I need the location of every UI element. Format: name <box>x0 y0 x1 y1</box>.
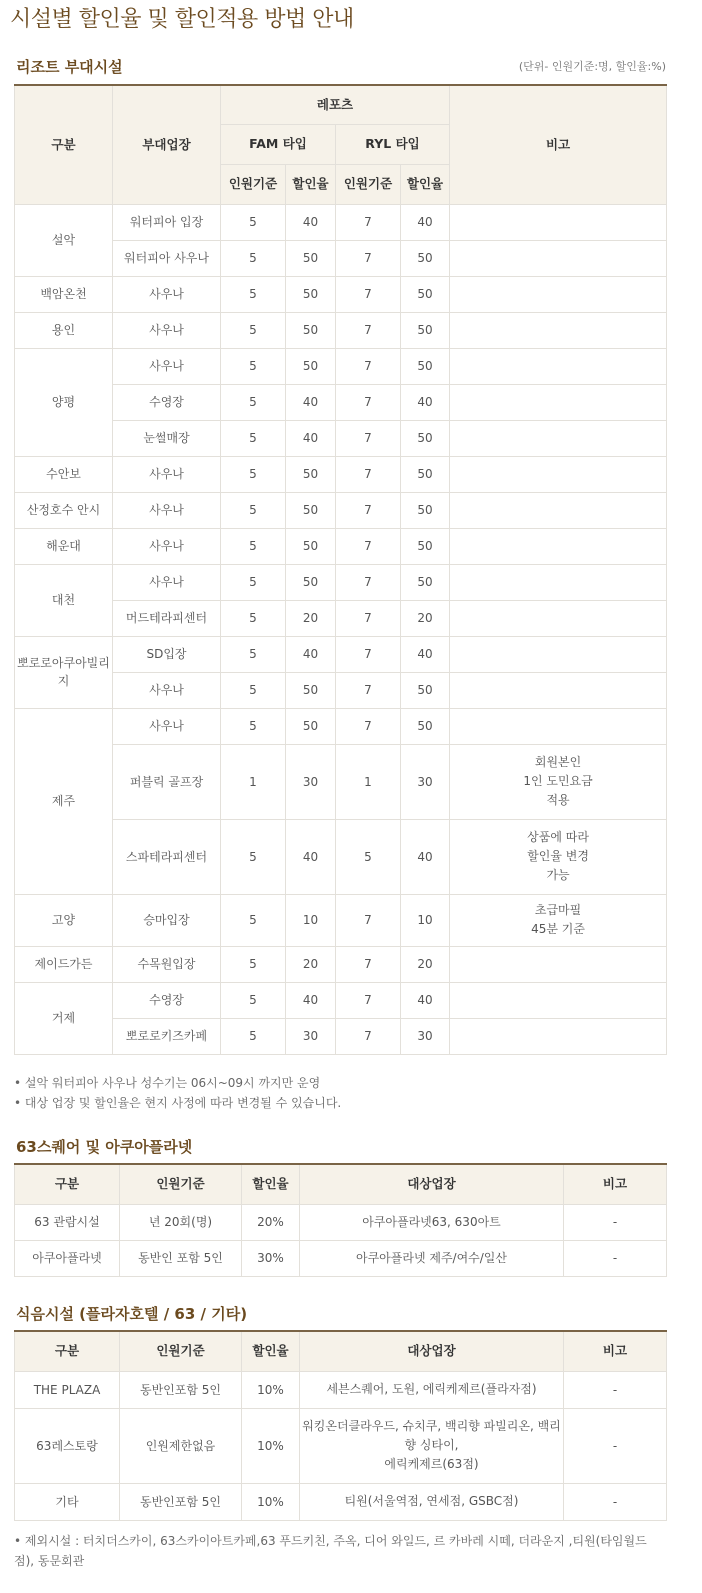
region-cell: 양평 <box>15 348 113 456</box>
fam-people-cell: 1 <box>221 744 286 819</box>
header-ryl-type: RYL 타입 <box>336 124 450 164</box>
note-item: • 대상 업장 및 할인율은 현지 사정에 따라 변경될 수 있습니다. <box>14 1096 342 1110</box>
region-cell: 수안보 <box>15 456 113 492</box>
rate-cell: 10% <box>242 1371 300 1408</box>
facility-cell: 사우나 <box>113 492 221 528</box>
note-item: • 설악 워터피아 사우나 성수기는 06시~09시 까지만 운영 <box>14 1076 321 1090</box>
header-fam-rate: 할인율 <box>286 164 336 204</box>
rate-cell: 10% <box>242 1408 300 1483</box>
ryl-people-cell: 7 <box>336 492 401 528</box>
table-row <box>15 894 667 946</box>
table-row <box>15 1204 667 1240</box>
facility-cell: 퍼블릭 골프장 <box>113 744 221 819</box>
region-cell: 뽀로로아쿠아빌리지 <box>15 636 113 708</box>
fam-rate-cell: 30 <box>286 1018 336 1054</box>
ryl-rate-cell: 40 <box>401 384 450 420</box>
header-fam-people: 인원기준 <box>221 164 286 204</box>
region-cell: 해운대 <box>15 528 113 564</box>
fam-people-cell: 5 <box>221 348 286 384</box>
ryl-rate-cell: 50 <box>401 312 450 348</box>
table-row <box>15 708 667 744</box>
fam-rate-cell: 50 <box>286 456 336 492</box>
ryl-people-cell: 7 <box>336 636 401 672</box>
ryl-people-cell: 7 <box>336 384 401 420</box>
facility-cell: 사우나 <box>113 672 221 708</box>
remark-cell <box>450 348 667 384</box>
header-reports: 레포츠 <box>221 85 450 124</box>
fam-people-cell: 5 <box>221 819 286 894</box>
facility-cell: 사우나 <box>113 564 221 600</box>
facility-cell: 워터피아 입장 <box>113 204 221 240</box>
remark-cell: - <box>564 1408 667 1483</box>
fam-people-cell: 5 <box>221 894 286 946</box>
fam-people-cell: 5 <box>221 946 286 982</box>
fam-people-cell: 5 <box>221 312 286 348</box>
ryl-people-cell: 7 <box>336 946 401 982</box>
ryl-people-cell: 7 <box>336 276 401 312</box>
ryl-rate-cell: 50 <box>401 564 450 600</box>
table-row <box>15 528 667 564</box>
fam-rate-cell: 40 <box>286 982 336 1018</box>
fam-rate-cell: 50 <box>286 492 336 528</box>
venue-cell: 워킹온더클라우드, 슈치쿠, 백리향 파빌리온, 백리향 싱타이, 에릭케제르(63점) <box>300 1408 564 1483</box>
ryl-rate-cell: 50 <box>401 420 450 456</box>
remark-cell <box>450 982 667 1018</box>
rate-cell: 10% <box>242 1483 300 1520</box>
fam-rate-cell: 50 <box>286 564 336 600</box>
fam-people-cell: 5 <box>221 456 286 492</box>
remark-cell: - <box>564 1204 667 1240</box>
region-cell: 제이드가든 <box>15 946 113 982</box>
dining-exclusion-note: • 제외시설 : 터치더스카이, 63스카이아트카페,63 푸드키친, 주옥, 디어 와일드, 르 카바레 시떼, 더라운지 ,티원(타임월드점), 동문회관 <box>14 1534 647 1568</box>
fam-rate-cell: 50 <box>286 708 336 744</box>
ryl-rate-cell: 50 <box>401 240 450 276</box>
fam-people-cell: 5 <box>221 240 286 276</box>
resort-section-title: 리조트 부대시설 <box>16 58 123 76</box>
dining-header-rate: 할인율 <box>242 1331 300 1371</box>
header-facility: 부대업장 <box>113 85 221 204</box>
people-cell: 동반인포함 5인 <box>120 1371 242 1408</box>
resort-facility-table <box>14 84 667 1055</box>
dining-header-people: 인원기준 <box>120 1331 242 1371</box>
fam-people-cell: 5 <box>221 204 286 240</box>
remark-cell: 상품에 따라 할인율 변경 가능 <box>450 819 667 894</box>
facility-cell: 사우나 <box>113 456 221 492</box>
fam-rate-cell: 40 <box>286 204 336 240</box>
header-remark: 비고 <box>450 85 667 204</box>
ryl-people-cell: 7 <box>336 564 401 600</box>
ryl-rate-cell: 10 <box>401 894 450 946</box>
table-row <box>15 204 667 240</box>
remark-cell <box>450 456 667 492</box>
remark-cell: - <box>564 1483 667 1520</box>
region-cell: 용인 <box>15 312 113 348</box>
region-cell: 대천 <box>15 564 113 636</box>
dining-header-category: 구분 <box>15 1331 120 1371</box>
fam-rate-cell: 40 <box>286 819 336 894</box>
dining-section-title: 식음시설 (플라자호텔 / 63 / 기타) <box>16 1305 248 1323</box>
ryl-rate-cell: 50 <box>401 276 450 312</box>
sq63-header-rate: 할인율 <box>242 1164 300 1204</box>
table-row <box>15 564 667 600</box>
table-row <box>15 1483 667 1520</box>
region-cell: 백암온천 <box>15 276 113 312</box>
sq63-header-venue: 대상업장 <box>300 1164 564 1204</box>
facility-cell: 사우나 <box>113 348 221 384</box>
category-cell: 63 관람시설 <box>15 1204 120 1240</box>
table-row <box>15 982 667 1018</box>
ryl-rate-cell: 40 <box>401 636 450 672</box>
ryl-people-cell: 7 <box>336 982 401 1018</box>
remark-cell <box>450 492 667 528</box>
table-row <box>15 636 667 672</box>
header-ryl-rate: 할인율 <box>401 164 450 204</box>
fam-rate-cell: 20 <box>286 600 336 636</box>
rate-cell: 20% <box>242 1204 300 1240</box>
remark-cell <box>450 420 667 456</box>
ryl-people-cell: 7 <box>336 456 401 492</box>
dining-header-venue: 대상업장 <box>300 1331 564 1371</box>
fam-rate-cell: 50 <box>286 276 336 312</box>
page-title: 시설별 할인율 및 할인적용 방법 안내 <box>10 7 354 32</box>
remark-cell <box>450 946 667 982</box>
facility-cell: 워터피아 사우나 <box>113 240 221 276</box>
remark-cell <box>450 636 667 672</box>
resort-notes <box>14 1073 674 1113</box>
unit-note: (단위- 인원기준:명, 할인율:%) <box>518 60 666 73</box>
ryl-rate-cell: 40 <box>401 982 450 1018</box>
table-row <box>15 384 667 420</box>
remark-cell: 초급마필 45분 기준 <box>450 894 667 946</box>
ryl-people-cell: 7 <box>336 348 401 384</box>
header-fam-type: FAM 타입 <box>221 124 336 164</box>
fam-rate-cell: 50 <box>286 528 336 564</box>
remark-cell <box>450 564 667 600</box>
fam-people-cell: 5 <box>221 708 286 744</box>
fam-people-cell: 5 <box>221 384 286 420</box>
ryl-people-cell: 7 <box>336 312 401 348</box>
ryl-people-cell: 7 <box>336 528 401 564</box>
remark-cell <box>450 204 667 240</box>
remark-cell <box>450 384 667 420</box>
table-row <box>15 1408 667 1483</box>
ryl-people-cell: 5 <box>336 819 401 894</box>
remark-cell <box>450 312 667 348</box>
facility-cell: 사우나 <box>113 312 221 348</box>
venue-cell: 아쿠아플라넷63, 630아트 <box>300 1204 564 1240</box>
fam-people-cell: 5 <box>221 1018 286 1054</box>
facility-cell: 눈썰매장 <box>113 420 221 456</box>
sq63-section-title: 63스퀘어 및 아쿠아플라넷 <box>16 1138 193 1156</box>
category-cell: 아쿠아플라넷 <box>15 1240 120 1276</box>
table-row <box>15 1240 667 1276</box>
remark-cell <box>450 672 667 708</box>
venue-cell: 세븐스퀘어, 도원, 에릭케제르(플라자점) <box>300 1371 564 1408</box>
facility-cell: 사우나 <box>113 708 221 744</box>
ryl-people-cell: 7 <box>336 240 401 276</box>
remark-cell <box>450 276 667 312</box>
remark-cell <box>450 528 667 564</box>
ryl-people-cell: 7 <box>336 600 401 636</box>
fam-rate-cell: 50 <box>286 672 336 708</box>
remark-cell <box>450 600 667 636</box>
fam-people-cell: 5 <box>221 492 286 528</box>
fam-rate-cell: 40 <box>286 636 336 672</box>
venue-cell: 티원(서울역점, 연세점, GSBC점) <box>300 1483 564 1520</box>
category-cell: 63레스토랑 <box>15 1408 120 1483</box>
table-row <box>15 672 667 708</box>
ryl-rate-cell: 50 <box>401 456 450 492</box>
table-row <box>15 1018 667 1054</box>
fam-rate-cell: 50 <box>286 240 336 276</box>
ryl-rate-cell: 50 <box>401 672 450 708</box>
facility-cell: SD입장 <box>113 636 221 672</box>
remark-cell <box>450 708 667 744</box>
ryl-people-cell: 7 <box>336 204 401 240</box>
ryl-people-cell: 7 <box>336 672 401 708</box>
remark-cell <box>450 240 667 276</box>
header-ryl-people: 인원기준 <box>336 164 401 204</box>
ryl-people-cell: 7 <box>336 420 401 456</box>
table-row <box>15 1371 667 1408</box>
fam-people-cell: 5 <box>221 564 286 600</box>
facility-cell: 수영장 <box>113 982 221 1018</box>
header-category: 구분 <box>15 85 113 204</box>
region-cell: 설악 <box>15 204 113 276</box>
facility-cell: 수목원입장 <box>113 946 221 982</box>
ryl-rate-cell: 50 <box>401 528 450 564</box>
fam-rate-cell: 50 <box>286 312 336 348</box>
region-cell: 고양 <box>15 894 113 946</box>
fam-people-cell: 5 <box>221 528 286 564</box>
table-row <box>15 946 667 982</box>
fam-people-cell: 5 <box>221 420 286 456</box>
facility-cell: 승마입장 <box>113 894 221 946</box>
ryl-rate-cell: 50 <box>401 708 450 744</box>
people-cell: 인원제한없음 <box>120 1408 242 1483</box>
dining-notes <box>14 1531 660 1571</box>
facility-cell: 뽀로로키즈카페 <box>113 1018 221 1054</box>
ryl-people-cell: 7 <box>336 708 401 744</box>
table-row <box>15 312 667 348</box>
facility-cell: 머드테라피센터 <box>113 600 221 636</box>
ryl-people-cell: 7 <box>336 894 401 946</box>
remark-cell: - <box>564 1240 667 1276</box>
fam-people-cell: 5 <box>221 982 286 1018</box>
fam-people-cell: 5 <box>221 672 286 708</box>
sq63-table <box>14 1163 667 1277</box>
region-cell: 거제 <box>15 982 113 1054</box>
venue-cell: 아쿠아플라넷 제주/여수/일산 <box>300 1240 564 1276</box>
people-cell: 년 20회(명) <box>120 1204 242 1240</box>
ryl-people-cell: 7 <box>336 1018 401 1054</box>
table-row <box>15 600 667 636</box>
fam-people-cell: 5 <box>221 276 286 312</box>
facility-cell: 스파테라피센터 <box>113 819 221 894</box>
fam-rate-cell: 20 <box>286 946 336 982</box>
people-cell: 동반인포함 5인 <box>120 1483 242 1520</box>
ryl-people-cell: 1 <box>336 744 401 819</box>
ryl-rate-cell: 30 <box>401 1018 450 1054</box>
table-row <box>15 492 667 528</box>
fam-rate-cell: 30 <box>286 744 336 819</box>
remark-cell <box>450 1018 667 1054</box>
fam-rate-cell: 40 <box>286 384 336 420</box>
table-row <box>15 420 667 456</box>
sq63-header-category: 구분 <box>15 1164 120 1204</box>
table-row <box>15 456 667 492</box>
sq63-header-people: 인원기준 <box>120 1164 242 1204</box>
fam-people-cell: 5 <box>221 636 286 672</box>
facility-cell: 사우나 <box>113 528 221 564</box>
table-row <box>15 276 667 312</box>
table-row <box>15 744 667 819</box>
table-row <box>15 819 667 894</box>
fam-rate-cell: 50 <box>286 348 336 384</box>
ryl-rate-cell: 40 <box>401 204 450 240</box>
ryl-rate-cell: 50 <box>401 348 450 384</box>
category-cell: 기타 <box>15 1483 120 1520</box>
fam-rate-cell: 10 <box>286 894 336 946</box>
dining-table <box>14 1330 667 1521</box>
region-cell: 제주 <box>15 708 113 894</box>
sq63-header-remark: 비고 <box>564 1164 667 1204</box>
ryl-rate-cell: 50 <box>401 492 450 528</box>
people-cell: 동반인 포함 5인 <box>120 1240 242 1276</box>
facility-cell: 수영장 <box>113 384 221 420</box>
table-row <box>15 240 667 276</box>
table-row <box>15 348 667 384</box>
ryl-rate-cell: 20 <box>401 946 450 982</box>
dining-header-remark: 비고 <box>564 1331 667 1371</box>
remark-cell: - <box>564 1371 667 1408</box>
remark-cell: 회원본인 1인 도민요금 적용 <box>450 744 667 819</box>
ryl-rate-cell: 30 <box>401 744 450 819</box>
ryl-rate-cell: 20 <box>401 600 450 636</box>
facility-cell: 사우나 <box>113 276 221 312</box>
category-cell: THE PLAZA <box>15 1371 120 1408</box>
fam-people-cell: 5 <box>221 600 286 636</box>
rate-cell: 30% <box>242 1240 300 1276</box>
region-cell: 산정호수 안시 <box>15 492 113 528</box>
ryl-rate-cell: 40 <box>401 819 450 894</box>
fam-rate-cell: 40 <box>286 420 336 456</box>
